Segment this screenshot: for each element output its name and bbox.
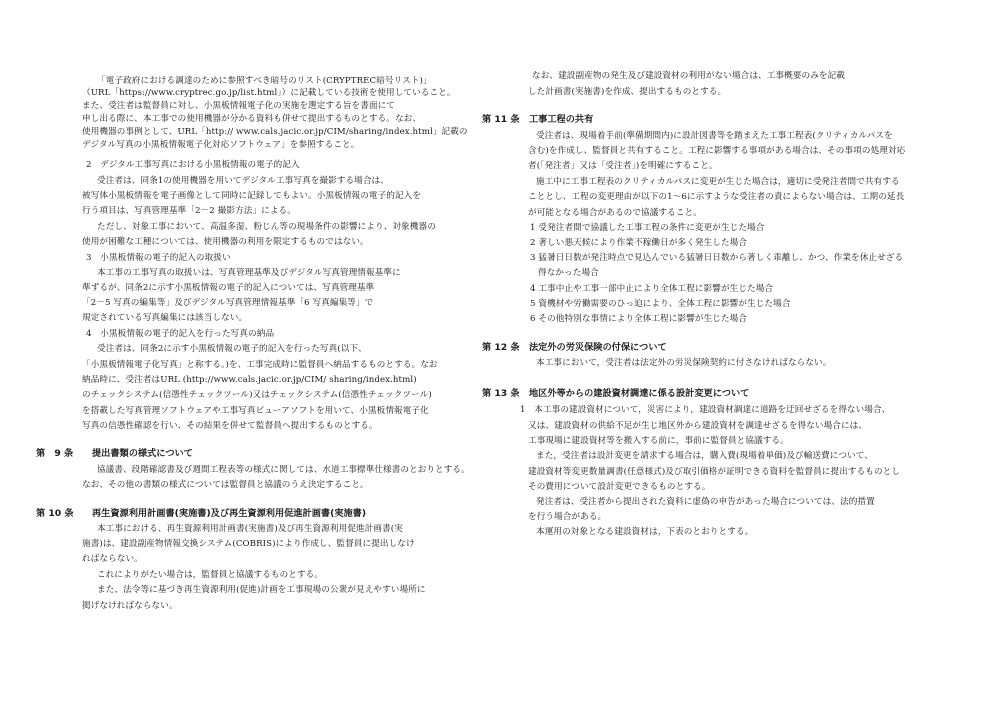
body-line: 「2－5 写真の編集等」及びデジタル写真管理情報基準「6 写真編集等」で (82, 298, 374, 308)
body-line: 受注者は、現場着手前(準備期間内)に設計図書等を踏まえた工事工程表(クリティカルパスを (536, 131, 893, 141)
body-line: のチェックシステム(信憑性チェックツール)又はチェックシステム(信憑性チェックツール) (82, 390, 432, 400)
body-line: 1 本工事の建設資材について，災害により，建設資材調達に道路を迂回せざるを得ない場合、 (520, 405, 891, 415)
body-line: なお、建設副産物の発生及び建設資材の利用がない場合は、工事概要のみを記載 (532, 71, 845, 81)
body-line: 申し出る際に、本工事での使用機器が分かる資料も併せて提出するものとする。なお、 (82, 114, 422, 124)
section-title: 2 デジタル工事写真における小黒板情報の電子的記入 (86, 160, 300, 170)
body-line: 本工事の工事写真の取扱いは、写真管理基準及びデジタル写真管理情報基準に (97, 268, 401, 278)
body-line: これによりがたい場合は，監督員と協議するものとする。 (97, 570, 324, 580)
article-11-title: 工事工程の共有 (529, 114, 594, 125)
body-line: 行う項目は、写真管理基準「2－2 撮影方法」による。 (82, 206, 296, 216)
list-item: 4 工事中止や工事一部中止により全体工程に影響が生じた場合 (530, 284, 774, 294)
body-line: 工事現場に建設資材等を搬入する前に，事前に監督員と協議する。 (528, 436, 789, 446)
article-10-number: 第 10 条 (36, 508, 74, 519)
body-line: が可能となる場合があるので協議すること。 (528, 208, 702, 218)
body-line: また、法令等に基づき再生資源利用(促進)計画を工事現場の公衆が見えやすい場所に (97, 585, 426, 595)
body-line: 写真の信憑性確認を行い、その結果を併せて監督員へ提出するものとする。 (82, 421, 378, 431)
body-line: 本運用の対象となる建設資材は，下表のとおりとする。 (536, 527, 754, 537)
section-title: 4 小黒板情報の電子的記入を行った写真の納品 (86, 329, 275, 339)
body-line: 被写体小黒板情報を電子画像として同時に記録してもよい。小黒板情報の電子的記入を (82, 191, 422, 201)
body-line: こととし、工程の変更理由が以下の1～6に示すような受注者の責によらない場合は、工期の延長 (528, 192, 905, 202)
article-10-title: 再生資源利用計画書(実施書)及び再生資源利用促進計画書(実施書) (92, 508, 367, 519)
body-line: 協議書、段階確認書及び週間工程表等の様式に関しては、水道工事標準仕様書のとおりとする。 (97, 465, 470, 475)
body-line: 本工事における、再生資源利用計画書(実施書)及び再生資源利用促進計画書(実 (97, 524, 403, 534)
body-line: その費用について設計変更できるものとする。 (528, 482, 711, 492)
list-item: 1 受発注者間で協議した工事工程の条件に変更が生じた場合 (530, 223, 765, 233)
list-item: 5 資機材や労働需要のひっ迫により、全体工程に影響が生じた場合 (530, 299, 791, 309)
body-line: また，受注者は設計変更を請求する場合は，購入費(現場着単価)及び輸送費について、 (536, 451, 873, 461)
body-line: 掲げなければならない。 (82, 601, 178, 611)
right-column (480, 0, 1000, 706)
article-9-number: 第 9 条 (36, 448, 74, 459)
section-title: 3 小黒板情報の電子的記入の取扱い (86, 253, 231, 263)
body-line: デジタル写真の小黒板情報電子化対応ソフトウェア」を参照すること。 (82, 140, 360, 150)
body-line: 発注者は、受注者から提出された資料に虚偽の申告があった場合については、法的措置 (536, 497, 875, 507)
body-line: 本工事において，受注者は法定外の労災保険契約に付さなければならない。 (536, 358, 832, 368)
body-line: 「電子政府における調達のために参照すべき暗号のリスト(CRYPTREC暗号リスト)」 (97, 76, 432, 86)
list-item: 得なかった場合 (538, 268, 599, 278)
body-line: 「小黒板情報電子化写真」と称する。)を、工事完成時に監督員へ納品するものとする。なお (82, 360, 438, 370)
body-line: 含む)を作成し、監督員と共有すること。工程に影響する事項がある場合は、その事項の処理対応 (528, 146, 906, 156)
body-line: （URL「https://www.cryptrec.go.jp/list.html」）に記載している技術を使用していること。 (82, 88, 456, 98)
body-line: ればならない。 (82, 554, 143, 564)
body-line: 施工中に工事工程表のクリティカルパスに変更が生じた場合は，適切に受発注者間で共有する (536, 177, 900, 187)
list-item: 2 著しい悪天候により作業不稼働日が多く発生した場合 (530, 238, 748, 248)
body-line: 準ずるが、同条2に示す小黒板情報の電子的記入については、写真管理基準 (82, 283, 375, 293)
body-line: 受注者は、同条2に示す小黒板情報の電子的記入を行った写真(以下、 (97, 344, 367, 354)
body-line: また、受注者は監督員に対し、小黒板情報電子化の実施を選定する旨を書面にて (82, 101, 395, 111)
article-13-number: 第 13 条 (482, 388, 520, 399)
body-line: ただし、対象工事において、高温多湿、粉じん等の現場条件の影響により、対象機器の (97, 222, 436, 232)
article-11-number: 第 11 条 (482, 114, 520, 125)
left-column (0, 0, 480, 706)
article-12-number: 第 12 条 (482, 342, 520, 353)
list-item: 6 その他特別な事情により全体工程に影響が生じた場合 (530, 314, 748, 324)
body-line: 施書)は、建設副産物情報交換システム(COBRIS)により作成し、監督員に提出しなけ (82, 539, 415, 549)
body-line: した計画書(実施書)を作成、提出するものとする。 (528, 87, 727, 97)
body-line: を行う場合がある。 (528, 512, 607, 522)
body-line: 使用機器の事例として、URL「http:// www.cals.jacic.or.jp/CIM/sharing/index.html」記載の (82, 127, 468, 137)
article-9-title: 提出書類の様式について (92, 448, 193, 459)
article-12-title: 法定外の労災保険の付保について (529, 342, 667, 353)
body-line: 使用が困難な工種については、使用機器の利用を限定するものではない。 (82, 237, 369, 247)
body-line: 受注者は、同条1の使用機器を用いてデジタル工事写真を撮影する場合は、 (97, 176, 389, 186)
body-line: 又は、建設資材の供給不足が生じ地区外から建設資材を調達せざるを得ない場合には、 (528, 421, 868, 431)
body-line: 建設資材等変更数量調書(任意様式)及び取引価格が証明できる資料を監督員に提出するものとし (528, 467, 901, 477)
body-line: なお、その他の書類の様式については監督員と協議のうえ決定すること。 (82, 480, 369, 490)
body-line: を搭載した写真管理ソフトウェアや工事写真ビューアソフトを用いて、小黒板情報電子化 (82, 406, 429, 416)
body-line: 納品時に、受注者はURL (http://www.cals.jacic.or.jp/CIM/ sharing/index.html) (82, 375, 417, 385)
body-line: 者(「発注者」又は「受注者」)を明確にすること。 (528, 161, 718, 171)
article-13-title: 地区外等からの建設資材調達に係る設計変更について (529, 388, 750, 399)
body-line: 規定されている写真編集には該当しない。 (82, 313, 248, 323)
list-item: 3 猛暑日日数が発注時点で見込んでいる猛暑日日数から著しく乖離し、かつ、作業を休止せざる (530, 253, 904, 263)
